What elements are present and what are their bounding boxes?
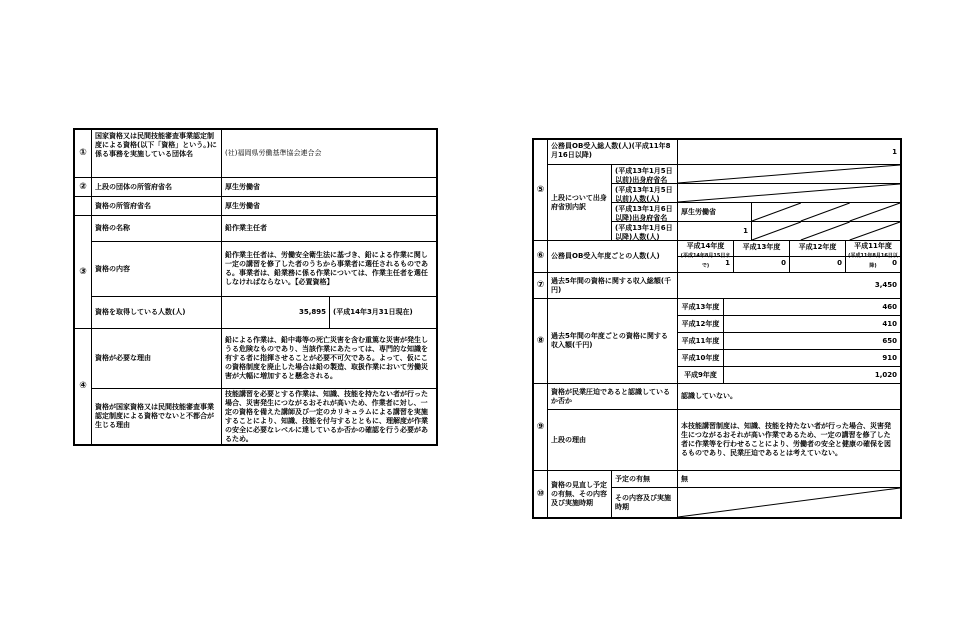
row-number-3-top xyxy=(75,197,92,216)
income-year-4: 平成9年度 xyxy=(678,367,724,384)
row-number-2: ② xyxy=(75,178,92,197)
cert-ministry-label: 資格の所管府省名 xyxy=(92,197,222,216)
sub2-label: (平成13年1月5日以前)人数(人) xyxy=(612,184,678,203)
income-value-0: 460 xyxy=(724,299,900,316)
sub3-empty xyxy=(752,203,900,222)
yearly-ob-label: 公務員OB受入年度ごとの人数(人) xyxy=(548,241,678,273)
reason-label: 上段の理由 xyxy=(548,410,678,471)
reason-value: 本技能講習制度は、知識、技能を持たない者が行った場合、災害発生につながるおそれが高い作業であるため、一定の講習を修了した者に作業等を行わせることにより、労働者の安全と健康の確保を図るものであり、民業圧迫であるとは考えていない。 xyxy=(678,410,900,471)
holders-date: (平成14年3月31日現在) xyxy=(330,297,436,329)
income-value-2: 650 xyxy=(724,333,900,350)
right-form xyxy=(532,138,902,519)
yearly-value-1: 0 xyxy=(734,257,790,273)
row-number-4: ④ xyxy=(75,329,92,444)
content-empty xyxy=(678,488,900,517)
ministry-breakdown-label: 上段について出身府省別内訳 xyxy=(548,165,612,241)
holders-label: 資格を取得している人数(人) xyxy=(92,297,222,329)
sub4-label: (平成13年1月6日以降)人数(人) xyxy=(612,222,678,241)
yearly-value-2: 0 xyxy=(790,257,846,273)
yearly-header-3 xyxy=(846,241,900,269)
sub1-empty xyxy=(678,165,900,184)
pressure-label: 資格が民業圧迫であると認識しているか否か xyxy=(548,384,678,410)
review-label: 資格の見直し予定の有無、その内容及び実施時期 xyxy=(548,471,612,517)
sub1-label: (平成13年1月5日以前)出身府省名 xyxy=(612,165,678,184)
row-number-9: ⑨ xyxy=(534,384,548,471)
income-year-2: 平成11年度 xyxy=(678,333,724,350)
org-name-label: 国家資格又は民間技能審査事業認定制度による資格(以下「資格」という。)に係る事務を実施している団体名 xyxy=(92,130,222,178)
content-label: その内容及び実施時期 xyxy=(612,488,678,517)
row-number-6: ⑥ xyxy=(534,241,548,273)
cert-name-label: 資格の名称 xyxy=(92,216,222,242)
left-form xyxy=(73,128,438,446)
row-number-8: ⑧ xyxy=(534,299,548,384)
row-number-10: ⑩ xyxy=(534,471,548,517)
income-year-1: 平成12年度 xyxy=(678,316,724,333)
yearly-note-0: (平成14年8月15日まで) xyxy=(680,253,731,269)
holders-count: 35,895 xyxy=(222,297,330,329)
row-number-7: ⑦ xyxy=(534,273,548,299)
inconvenience-value: 技能講習を必要とする作業は、知識、技能を持たない者が行った場合、災害発生につながるおそれが高いため、作業者に対し、一定の資格を備えた講師及び一定のカリキュラムによる講習を実施することにより、知識、技能を付与するとともに、理解度が作業の安全に必要なレベルに達しているか否かの確認を行う必要があるため。 xyxy=(225,389,428,443)
yearly-value-3: 0 xyxy=(846,257,900,273)
yearly-header-2: 平成12年度 xyxy=(790,241,846,257)
income-value-1: 410 xyxy=(724,316,900,333)
income-total-label: 過去5年間の資格に関する収入総額(千円) xyxy=(548,273,678,299)
income-value-4: 1,020 xyxy=(724,367,900,384)
sub2-empty xyxy=(678,184,900,203)
yearly-income-label: 過去5年間の年度ごとの資格に関する収入額(千円) xyxy=(548,299,678,384)
ob-total-label: 公務員OB受入総人数(人)(平成11年8月16日以降) xyxy=(548,140,678,165)
row-number-3: ③ xyxy=(75,216,92,329)
sub4-value: 1 xyxy=(678,222,752,241)
income-year-0: 平成13年度 xyxy=(678,299,724,316)
yearly-header-3-text: 平成11年度 xyxy=(854,242,892,250)
yearly-header-0-text: 平成14年度 xyxy=(686,242,725,250)
sub4-empty xyxy=(752,222,900,241)
row-number-1: ① xyxy=(75,130,92,178)
row-number-5: ⑤ xyxy=(534,140,548,241)
sub3-label: (平成13年1月6日以降)出身府省名 xyxy=(612,203,678,222)
inconvenience-label: 資格が国家資格又は民間技能審査事業認定制度による資格でないと不都合が生じる理由 xyxy=(92,389,222,444)
necessity-value: 鉛による作業は、鉛中毒等の死亡災害を含む重篤な災害が発生しうる危険なものであり、当該作業にあたっては、専門的な知識を有する者に指揮させることが必要不可欠である。よって、仮にこの資格制度を廃止した場合は鉛の製造、取扱作業において労働災害が大幅に増加すると懸念される。 xyxy=(222,329,436,389)
org-ministry-value: 厚生労働省 xyxy=(222,178,436,197)
income-total-value: 3,450 xyxy=(678,273,900,299)
sub3-value: 厚生労働省 xyxy=(678,203,752,222)
cert-content-label: 資格の内容 xyxy=(92,242,222,297)
income-value-3: 910 xyxy=(724,350,900,367)
cert-content-value: 鉛作業主任者は、労働安全衛生法に基づき、鉛による作業に関し一定の講習を修了した者のうちから事業者に選任されるものである。事業者は、鉛業務に係る作業については、作業主任者を選任しなければならない。【必置資格】 xyxy=(222,242,436,297)
plan-label: 予定の有無 xyxy=(612,471,678,488)
pressure-value: 認識していない。 xyxy=(678,384,900,410)
ob-total-value: 1 xyxy=(678,140,900,165)
necessity-label: 資格が必要な理由 xyxy=(92,329,222,389)
org-ministry-label: 上段の団体の所管府省名 xyxy=(92,178,222,197)
yearly-note-3: (平成11年8月16日以降) xyxy=(848,253,898,269)
yearly-header-1: 平成13年度 xyxy=(734,241,790,257)
plan-value: 無 xyxy=(678,471,900,488)
cert-name-value: 鉛作業主任者 xyxy=(222,216,436,242)
cert-ministry-value: 厚生労働省 xyxy=(222,197,436,216)
org-name-value: (社)福岡県労働基準協会連合会 xyxy=(222,130,436,178)
yearly-header-0 xyxy=(678,241,734,269)
yearly-value-0: 1 xyxy=(678,257,734,273)
income-year-3: 平成10年度 xyxy=(678,350,724,367)
